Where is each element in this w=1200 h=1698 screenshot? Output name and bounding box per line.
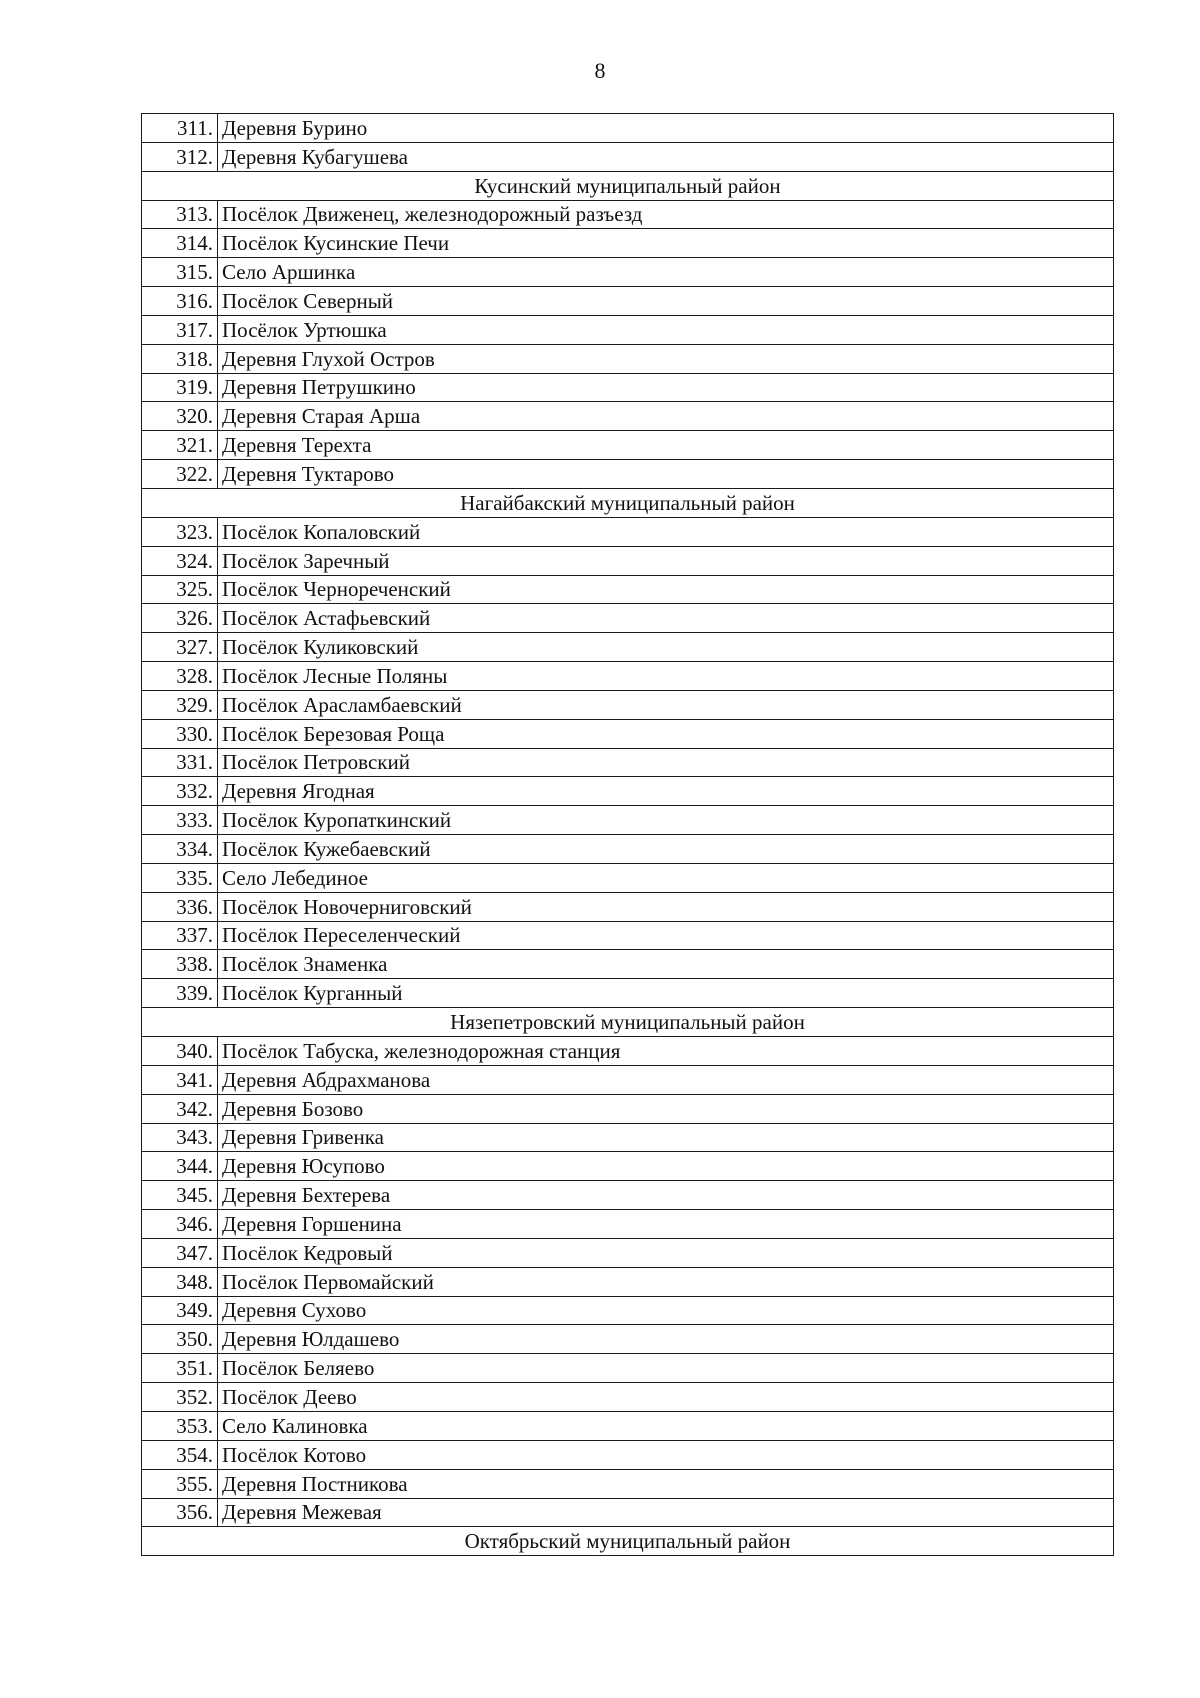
settlement-name: Село Аршинка (218, 258, 1114, 287)
settlement-name: Посёлок Курганный (218, 979, 1114, 1008)
row-number: 318. (142, 344, 218, 373)
row-number: 336. (142, 892, 218, 921)
row-number: 332. (142, 777, 218, 806)
section-title: Кусинский муниципальный район (142, 171, 1114, 200)
row-number: 326. (142, 604, 218, 633)
settlement-name: Посёлок Березовая Роща (218, 719, 1114, 748)
table-row (142, 315, 1114, 344)
settlement-name: Посёлок Копаловский (218, 517, 1114, 546)
settlement-name: Посёлок Куликовский (218, 633, 1114, 662)
settlement-name: Посёлок Куропаткинский (218, 806, 1114, 835)
table-row (142, 892, 1114, 921)
settlement-name: Деревня Старая Арша (218, 402, 1114, 431)
row-number: 342. (142, 1094, 218, 1123)
settlement-name: Деревня Гривенка (218, 1123, 1114, 1152)
table-row (142, 200, 1114, 229)
table-row (142, 1498, 1114, 1527)
settlement-name: Деревня Юсупово (218, 1152, 1114, 1181)
table-row (142, 460, 1114, 489)
table-row (142, 1383, 1114, 1412)
section-header-row (142, 488, 1114, 517)
settlements-table (141, 113, 1114, 1556)
row-number: 317. (142, 315, 218, 344)
row-number: 319. (142, 373, 218, 402)
row-number: 313. (142, 200, 218, 229)
settlement-name: Посёлок Лесные Поляны (218, 662, 1114, 691)
table-row (142, 373, 1114, 402)
section-header-row (142, 171, 1114, 200)
row-number: 355. (142, 1469, 218, 1498)
table-row (142, 1094, 1114, 1123)
table-row (142, 604, 1114, 633)
row-number: 328. (142, 662, 218, 691)
settlement-name: Посёлок Движенец, железнодорожный разъезд (218, 200, 1114, 229)
settlement-name: Посёлок Астафьевский (218, 604, 1114, 633)
table-row (142, 1354, 1114, 1383)
settlement-name: Село Калиновка (218, 1411, 1114, 1440)
row-number: 329. (142, 690, 218, 719)
table-row (142, 1411, 1114, 1440)
row-number: 316. (142, 287, 218, 316)
settlement-name: Посёлок Кедровый (218, 1238, 1114, 1267)
section-title: Нязепетровский муниципальный район (142, 1008, 1114, 1037)
settlement-name: Деревня Сухово (218, 1296, 1114, 1325)
table-row (142, 1440, 1114, 1469)
row-number: 356. (142, 1498, 218, 1527)
settlement-name: Посёлок Северный (218, 287, 1114, 316)
row-number: 314. (142, 229, 218, 258)
row-number: 335. (142, 863, 218, 892)
settlement-name: Посёлок Петровский (218, 748, 1114, 777)
row-number: 330. (142, 719, 218, 748)
table-row (142, 517, 1114, 546)
row-number: 311. (142, 114, 218, 143)
settlement-name: Посёлок Кусинские Печи (218, 229, 1114, 258)
table-row (142, 863, 1114, 892)
row-number: 338. (142, 950, 218, 979)
table-row (142, 114, 1114, 143)
table-row (142, 431, 1114, 460)
settlement-name: Посёлок Переселенческий (218, 921, 1114, 950)
settlement-name: Деревня Юлдашево (218, 1325, 1114, 1354)
table-row (142, 662, 1114, 691)
table-row (142, 690, 1114, 719)
table-row (142, 1037, 1114, 1066)
row-number: 349. (142, 1296, 218, 1325)
settlement-name: Посёлок Табуска, железнодорожная станция (218, 1037, 1114, 1066)
section-header-row (142, 1008, 1114, 1037)
table-row (142, 287, 1114, 316)
row-number: 334. (142, 835, 218, 864)
row-number: 327. (142, 633, 218, 662)
settlement-name: Деревня Туктарово (218, 460, 1114, 489)
row-number: 350. (142, 1325, 218, 1354)
section-header-row (142, 1527, 1114, 1556)
page-number: 8 (594, 58, 606, 83)
table-row (142, 979, 1114, 1008)
table-row (142, 344, 1114, 373)
table-row (142, 719, 1114, 748)
settlement-name: Деревня Горшенина (218, 1210, 1114, 1239)
settlement-name: Посёлок Котово (218, 1440, 1114, 1469)
table-row (142, 1123, 1114, 1152)
settlement-name: Деревня Бехтерева (218, 1181, 1114, 1210)
settlement-name: Посёлок Новочерниговский (218, 892, 1114, 921)
table-row (142, 1210, 1114, 1239)
settlement-name: Деревня Глухой Остров (218, 344, 1114, 373)
row-number: 339. (142, 979, 218, 1008)
settlement-name: Деревня Постникова (218, 1469, 1114, 1498)
row-number: 325. (142, 575, 218, 604)
table-row (142, 142, 1114, 171)
table-row (142, 950, 1114, 979)
section-title: Октябрьский муниципальный район (142, 1527, 1114, 1556)
row-number: 312. (142, 142, 218, 171)
settlement-name: Посёлок Чернореченский (218, 575, 1114, 604)
settlement-name: Деревня Ягодная (218, 777, 1114, 806)
row-number: 331. (142, 748, 218, 777)
table-row (142, 1325, 1114, 1354)
settlement-name: Посёлок Заречный (218, 546, 1114, 575)
settlement-name: Посёлок Деево (218, 1383, 1114, 1412)
settlement-name: Деревня Петрушкино (218, 373, 1114, 402)
row-number: 352. (142, 1383, 218, 1412)
row-number: 346. (142, 1210, 218, 1239)
settlement-name: Деревня Межевая (218, 1498, 1114, 1527)
table-row (142, 1238, 1114, 1267)
settlement-name: Деревня Терехта (218, 431, 1114, 460)
table-row (142, 921, 1114, 950)
table-row (142, 835, 1114, 864)
row-number: 322. (142, 460, 218, 489)
table-row (142, 1181, 1114, 1210)
row-number: 353. (142, 1411, 218, 1440)
settlement-name: Посёлок Уртюшка (218, 315, 1114, 344)
row-number: 321. (142, 431, 218, 460)
settlement-name: Посёлок Знаменка (218, 950, 1114, 979)
row-number: 323. (142, 517, 218, 546)
section-title: Нагайбакский муниципальный район (142, 488, 1114, 517)
row-number: 345. (142, 1181, 218, 1210)
row-number: 354. (142, 1440, 218, 1469)
table-row (142, 546, 1114, 575)
table-row (142, 1296, 1114, 1325)
settlement-name: Посёлок Беляево (218, 1354, 1114, 1383)
table-row (142, 229, 1114, 258)
table-row (142, 258, 1114, 287)
settlement-name: Посёлок Кужебаевский (218, 835, 1114, 864)
settlement-name: Посёлок Первомайский (218, 1267, 1114, 1296)
row-number: 343. (142, 1123, 218, 1152)
row-number: 324. (142, 546, 218, 575)
row-number: 333. (142, 806, 218, 835)
table-row (142, 748, 1114, 777)
row-number: 347. (142, 1238, 218, 1267)
row-number: 337. (142, 921, 218, 950)
table-row (142, 777, 1114, 806)
settlement-name: Деревня Кубагушева (218, 142, 1114, 171)
table-row (142, 575, 1114, 604)
table-row (142, 633, 1114, 662)
row-number: 315. (142, 258, 218, 287)
table-row (142, 1152, 1114, 1181)
table-row (142, 806, 1114, 835)
settlement-name: Посёлок Арасламбаевский (218, 690, 1114, 719)
row-number: 344. (142, 1152, 218, 1181)
row-number: 320. (142, 402, 218, 431)
settlement-name: Деревня Бурино (218, 114, 1114, 143)
settlement-name: Село Лебединое (218, 863, 1114, 892)
row-number: 341. (142, 1065, 218, 1094)
row-number: 348. (142, 1267, 218, 1296)
table-row (142, 1469, 1114, 1498)
settlements-table-body (142, 114, 1114, 1556)
table-row (142, 1267, 1114, 1296)
settlement-name: Деревня Абдрахманова (218, 1065, 1114, 1094)
table-row (142, 1065, 1114, 1094)
row-number: 340. (142, 1037, 218, 1066)
settlement-name: Деревня Бозово (218, 1094, 1114, 1123)
row-number: 351. (142, 1354, 218, 1383)
table-row (142, 402, 1114, 431)
